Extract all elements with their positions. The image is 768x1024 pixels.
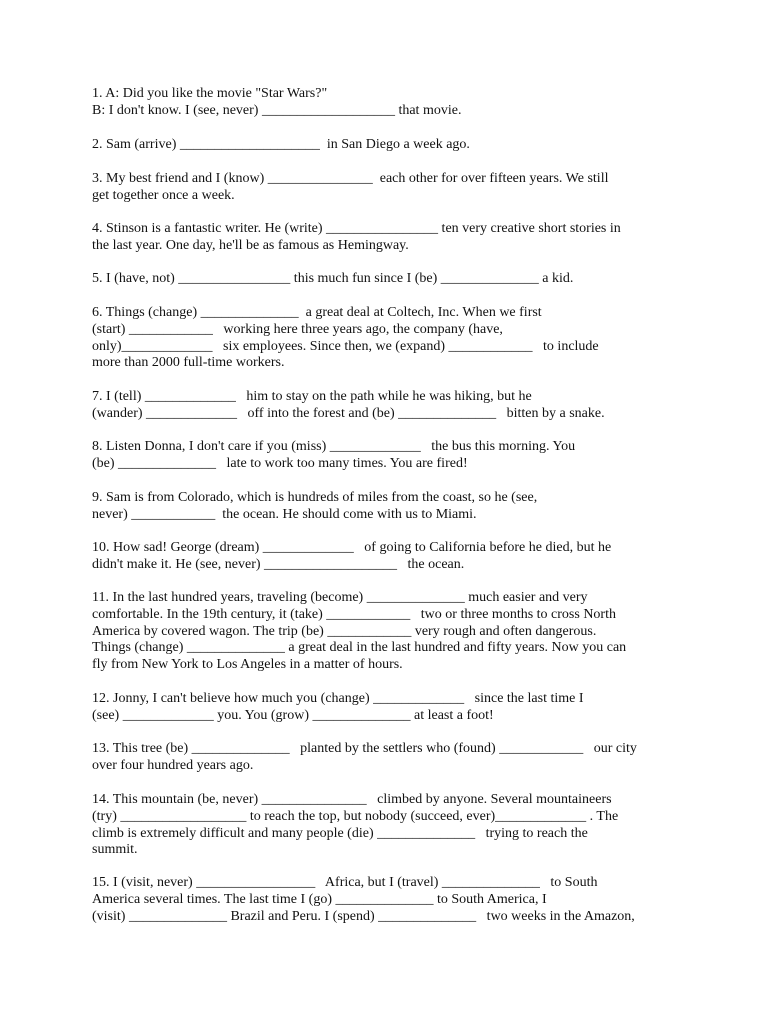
- question-line: America several times. The last time I (go) ______________ to South America, I: [92, 891, 547, 907]
- question-line: 14. This mountain (be, never) _______________ climbed by anyone. Several mountaineers: [92, 792, 612, 807]
- question-12: [92, 691, 692, 725]
- question-line: climb is extremely difficult and many people (die) ______________ trying to reach the: [92, 825, 588, 841]
- question-2: [92, 137, 692, 154]
- question-8: [92, 439, 692, 473]
- question-line: 10. How sad! George (dream) _____________ of going to California before he died, but he: [92, 540, 612, 555]
- question-15: [92, 875, 692, 925]
- question-line: America by covered wagon. The trip (be) ____________ very rough and often dangerous.: [92, 623, 597, 639]
- question-1: [92, 86, 692, 120]
- question-line: never) ____________ the ocean. He should come with us to Miami.: [92, 506, 477, 522]
- question-line: more than 2000 full-time workers.: [92, 355, 285, 371]
- question-line: 12. Jonny, I can't believe how much you (change) _____________ since the last time I: [92, 691, 584, 706]
- question-line: only)_____________ six employees. Since then, we (expand) ____________ to include: [92, 338, 599, 354]
- question-line: 4. Stinson is a fantastic writer. He (write) ________________ ten very creative short stories in: [92, 221, 621, 236]
- question-line: the last year. One day, he'll be as famous as Hemingway.: [92, 237, 409, 253]
- question-line: 1. A: Did you like the movie "Star Wars?": [92, 86, 328, 101]
- question-11: [92, 590, 692, 674]
- question-line: 6. Things (change) ______________ a great deal at Coltech, Inc. When we first: [92, 305, 542, 320]
- question-line: B: I don't know. I (see, never) ___________________ that movie.: [92, 102, 462, 118]
- question-7: [92, 389, 692, 423]
- question-line: 7. I (tell) _____________ him to stay on the path while he was hiking, but he: [92, 389, 532, 404]
- question-line: 2. Sam (arrive) ____________________ in San Diego a week ago.: [92, 137, 470, 152]
- question-line: 5. I (have, not) ________________ this much fun since I (be) ______________ a kid.: [92, 271, 574, 286]
- question-line: fly from New York to Los Angeles in a matter of hours.: [92, 657, 403, 673]
- question-line: Things (change) ______________ a great deal in the last hundred and fifty years. Now you can: [92, 640, 627, 656]
- question-line: (start) ____________ working here three years ago, the company (have,: [92, 321, 503, 337]
- question-line: 3. My best friend and I (know) _______________ each other for over fifteen years. We still: [92, 171, 609, 186]
- question-4: [92, 221, 692, 255]
- question-line: 8. Listen Donna, I don't care if you (miss) _____________ the bus this morning. You: [92, 439, 576, 454]
- question-line: summit.: [92, 842, 138, 858]
- question-6: [92, 305, 692, 372]
- question-line: 15. I (visit, never) _________________ Africa, but I (travel) ______________ to South: [92, 875, 598, 890]
- question-line: (be) ______________ late to work too many times. You are fired!: [92, 455, 468, 471]
- question-line: 13. This tree (be) ______________ planted by the settlers who (found) ____________ our city: [92, 741, 637, 756]
- question-line: didn't make it. He (see, never) ___________________ the ocean.: [92, 556, 465, 572]
- question-line: 9. Sam is from Colorado, which is hundreds of miles from the coast, so he (see,: [92, 490, 538, 505]
- question-3: [92, 171, 692, 205]
- question-14: [92, 792, 692, 859]
- question-line: (wander) _____________ off into the forest and (be) ______________ bitten by a snake.: [92, 405, 605, 421]
- question-line: 11. In the last hundred years, traveling (become) ______________ much easier and very: [92, 590, 588, 605]
- question-10: [92, 540, 692, 574]
- question-9: [92, 490, 692, 524]
- question-line: (try) __________________ to reach the top, but nobody (succeed, ever)_____________ . The: [92, 808, 619, 824]
- question-line: (see) _____________ you. You (grow) ______________ at least a foot!: [92, 707, 494, 723]
- question-line: (visit) ______________ Brazil and Peru. I (spend) ______________ two weeks in the Amazon,: [92, 908, 635, 924]
- question-line: get together once a week.: [92, 187, 235, 203]
- question-13: [92, 741, 692, 775]
- question-line: comfortable. In the 19th century, it (take) ____________ two or three months to cross North: [92, 606, 616, 622]
- question-5: [92, 271, 692, 288]
- question-line: over four hundred years ago.: [92, 757, 254, 773]
